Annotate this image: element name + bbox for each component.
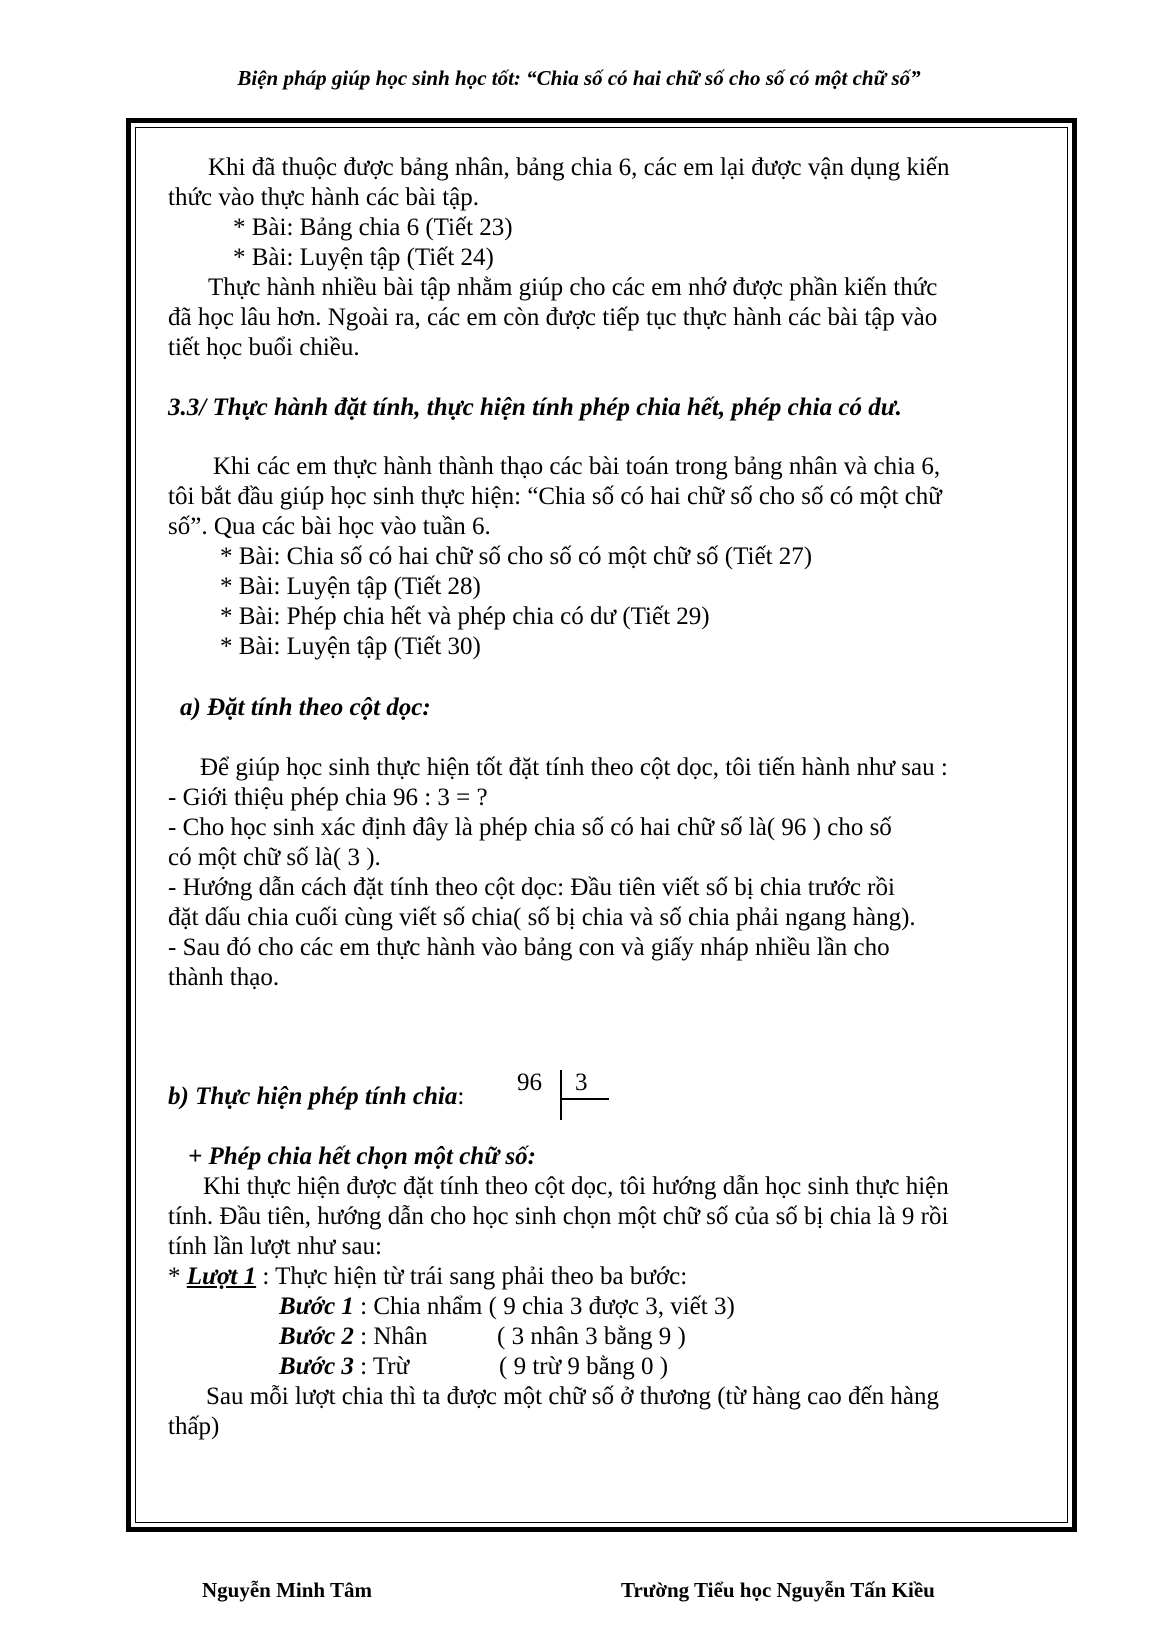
paragraph-line: Khi các em thực hành thành thạo các bài toán trong bảng nhân và chia 6, bbox=[213, 453, 941, 480]
footer-author: Nguyễn Minh Tâm bbox=[202, 1578, 372, 1602]
step-detail: ( 9 trừ 9 bằng 0 ) bbox=[499, 1353, 669, 1380]
turn-text: : Thực hiện từ trái sang phải theo ba bước: bbox=[256, 1263, 688, 1290]
list-item: * Bài: Phép chia hết và phép chia có dư (Tiết 29) bbox=[220, 603, 710, 630]
paragraph-line: Khi thực hiện được đặt tính theo cột dọc, tôi hướng dẫn học sinh thực hiện bbox=[203, 1173, 949, 1200]
paragraph-line: tính. Đầu tiên, hướng dẫn cho học sinh chọn một chữ số của số bị chia là 9 rồi bbox=[168, 1203, 949, 1230]
list-item: * Bài: Chia số có hai chữ số cho số có một chữ số (Tiết 27) bbox=[220, 543, 813, 570]
paragraph-line: có một chữ số là( 3 ). bbox=[168, 844, 381, 871]
step-sep: : Trừ bbox=[353, 1353, 410, 1380]
step-sep: : Nhân bbox=[353, 1323, 428, 1350]
heading-b-text: b) Thực hiện phép tính chia bbox=[168, 1083, 458, 1110]
step-sep: : Chia nhẩm bbox=[353, 1293, 483, 1320]
list-item: * Bài: Luyện tập (Tiết 30) bbox=[220, 633, 481, 660]
turn-prefix: * bbox=[168, 1263, 187, 1290]
step-detail: ( 9 chia 3 được 3, viết 3) bbox=[488, 1293, 735, 1320]
step-line bbox=[279, 1352, 409, 1382]
division-horizontal-bar bbox=[561, 1098, 609, 1100]
paragraph-line: - Hướng dẫn cách đặt tính theo cột dọc: Đầu tiên viết số bị chia trước rồi bbox=[168, 874, 895, 901]
paragraph-line: - Sau đó cho các em thực hành vào bảng con và giấy nháp nhiều lần cho bbox=[168, 934, 890, 961]
step-line bbox=[279, 1292, 735, 1322]
list-item: * Bài: Bảng chia 6 (Tiết 23) bbox=[233, 214, 513, 241]
paragraph-line: Khi đã thuộc được bảng nhân, bảng chia 6, các em lại được vận dụng kiến bbox=[208, 154, 950, 181]
dividend: 96 bbox=[517, 1069, 542, 1096]
paragraph-line: Thực hành nhiều bài tập nhằm giúp cho các em nhớ được phần kiến thức bbox=[208, 274, 938, 301]
subsection-heading-b bbox=[168, 1082, 464, 1112]
paragraph-line: đặt dấu chia cuối cùng viết số chia( số bị chia và số chia phải ngang hàng). bbox=[168, 904, 916, 931]
division-vertical-bar bbox=[560, 1070, 562, 1120]
heading-b-colon: : bbox=[457, 1083, 465, 1110]
paragraph-line: đã học lâu hơn. Ngoài ra, các em còn được tiếp tục thực hành các bài tập vào bbox=[168, 304, 938, 331]
paragraph-line: - Giới thiệu phép chia 96 : 3 = ? bbox=[168, 784, 488, 811]
section-heading: 3.3/ Thực hành đặt tính, thực hiện tính phép chia hết, phép chia có dư. bbox=[168, 394, 902, 421]
paragraph-line: thành thạo. bbox=[168, 964, 280, 991]
subsection-heading-b-sub: + Phép chia hết chọn một chữ số: bbox=[188, 1143, 536, 1170]
turn-line bbox=[168, 1262, 687, 1292]
paragraph-line: thấp) bbox=[168, 1413, 220, 1440]
list-item: * Bài: Luyện tập (Tiết 28) bbox=[220, 573, 481, 600]
page-header: Biện pháp giúp học sinh học tốt: “Chia số có hai chữ số cho số có một chữ số” bbox=[237, 66, 921, 90]
step-line bbox=[279, 1322, 428, 1352]
step-label: Bước 2 bbox=[279, 1323, 354, 1350]
step-label: Bước 3 bbox=[279, 1353, 354, 1380]
paragraph-line: Sau mỗi lượt chia thì ta được một chữ số ở thương (từ hàng cao đến hàng bbox=[206, 1383, 939, 1410]
paragraph-line: - Cho học sinh xác định đây là phép chia số có hai chữ số là( 96 ) cho số bbox=[168, 814, 892, 841]
paragraph-line: số”. Qua các bài học vào tuần 6. bbox=[168, 513, 491, 540]
list-item: * Bài: Luyện tập (Tiết 24) bbox=[233, 244, 494, 271]
footer-school: Trường Tiểu học Nguyễn Tấn Kiều bbox=[621, 1578, 935, 1602]
paragraph-line: tính lần lượt như sau: bbox=[168, 1233, 382, 1260]
turn-label: Lượt 1 bbox=[186, 1263, 257, 1290]
step-detail: ( 3 nhân 3 bằng 9 ) bbox=[497, 1323, 686, 1350]
subsection-heading-a: a) Đặt tính theo cột dọc: bbox=[180, 694, 431, 721]
paragraph-line: Để giúp học sinh thực hiện tốt đặt tính theo cột dọc, tôi tiến hành như sau : bbox=[200, 754, 948, 781]
paragraph-line: tôi bắt đầu giúp học sinh thực hiện: “Chia số có hai chữ số cho số có một chữ bbox=[168, 483, 942, 510]
paragraph-line: tiết học buổi chiều. bbox=[168, 334, 360, 361]
paragraph-line: thức vào thực hành các bài tập. bbox=[168, 184, 479, 211]
divisor: 3 bbox=[575, 1069, 588, 1096]
step-label: Bước 1 bbox=[279, 1293, 354, 1320]
